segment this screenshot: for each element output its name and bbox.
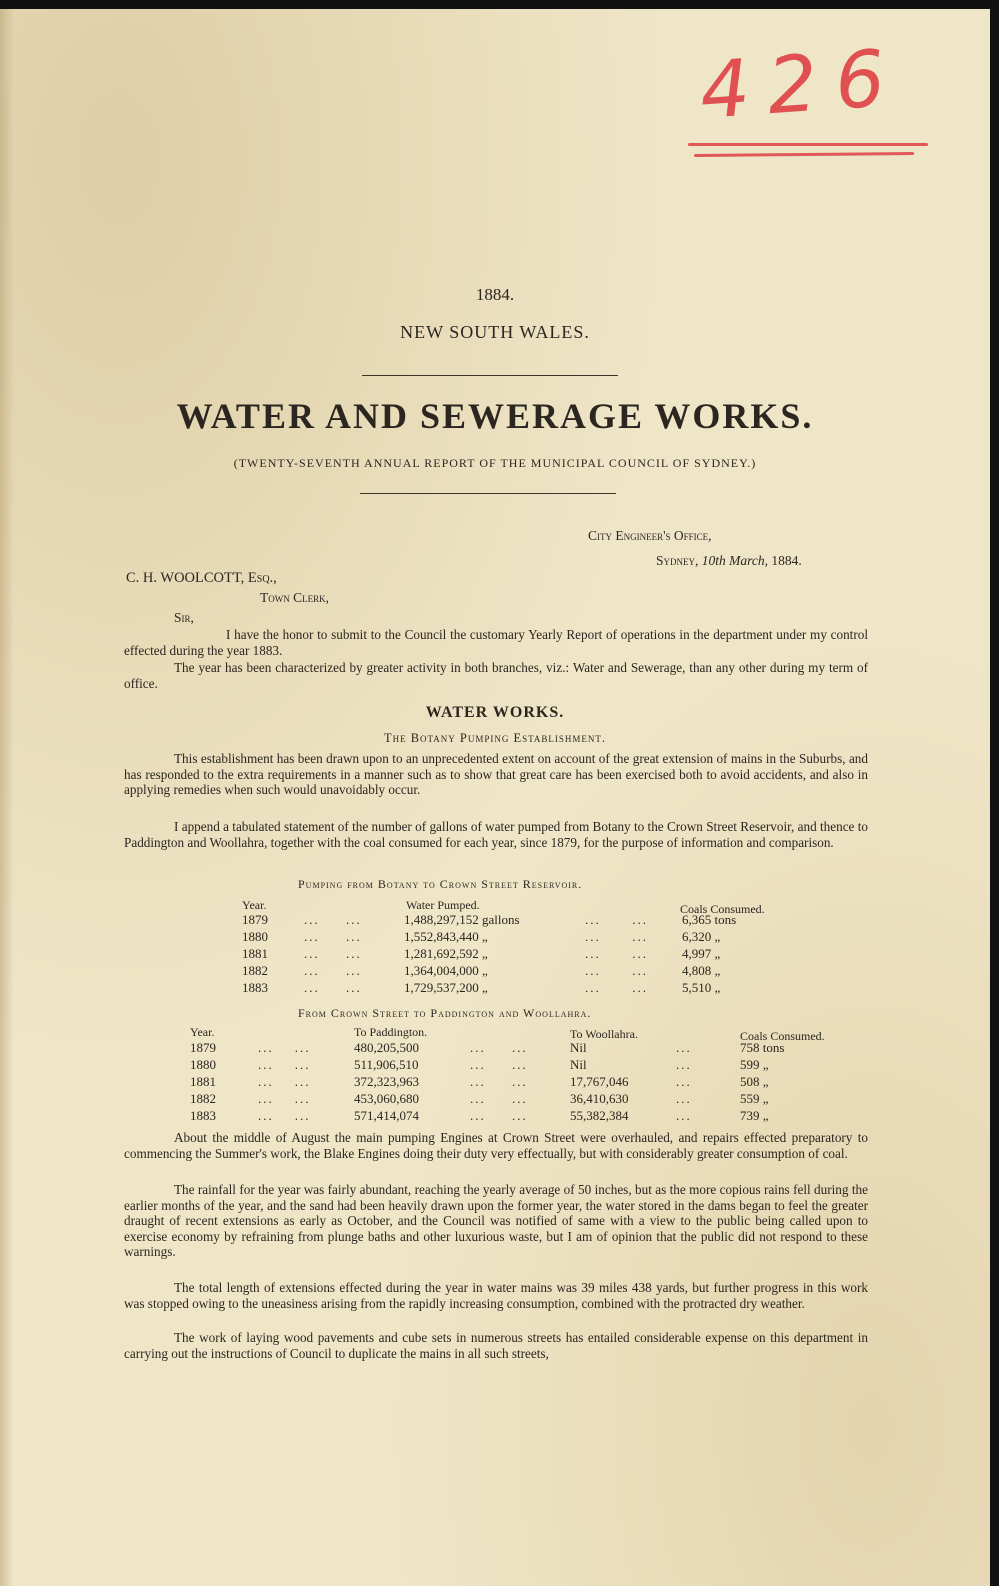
table2-paddington: 511,906,510 (354, 1057, 419, 1072)
water-paragraph-2: I append a tabulated statement of the number of gallons of water pumped from Botany to the Crown Street Reservoir, and thence to Paddington and Woollahra, together with the coal consumed for each year, since 1879, for the purpose of information and comparison. (124, 819, 868, 850)
body-paragraph-4: The work of laying wood pavements and cube sets in numerous streets has entailed considerable expense on this department in carrying out the instructions of Council to duplicate the mains in all such streets, (124, 1330, 868, 1361)
table-row: 1879 ... ... 1,488,297,152 gallons ... ... 6,365 tons (242, 912, 737, 927)
table2-woollahra: Nil (570, 1040, 587, 1055)
table1-water: 1,729,537,200 „ (404, 980, 488, 995)
table2-year: 1883 (190, 1108, 216, 1123)
stamp-underline-2 (694, 152, 914, 157)
section-heading-water-works: WATER WORKS. (425, 704, 565, 721)
table1-header-water: Water Pumped. (406, 898, 480, 912)
table1-coals: 5,510 „ (682, 980, 721, 995)
table2-woollahra: 36,410,630 (570, 1091, 629, 1106)
table1-year: 1880 (242, 929, 268, 944)
table1-header-year: Year. (242, 898, 267, 912)
addressee-name: C. H. WOOLCOTT, (126, 570, 245, 586)
table2-paddington: 571,414,074 (354, 1108, 419, 1123)
table2-header-year: Year. (190, 1025, 215, 1039)
table2-coals: 559 „ (740, 1091, 769, 1106)
table-row: 1883 ... ... 571,414,074 ... ... 55,382,384 ... 739 „ (190, 1108, 769, 1123)
body-paragraph-2: The rainfall for the year was fairly abundant, reaching the yearly average of 50 inches, but as the more copious rains fell during the earlier months of the year, and the sand had been heavily drawn upon the former year, the water stored in the dams began to feel the greater draught of recent extensions as early as October, and the Council was notified of same with a view to the public being called upon to exercise economy by refraining from plunge baths and other luxurious waste, but I am of opinion that the public did not respond to these warnings. (124, 1182, 868, 1259)
date-place: Sydney, (656, 553, 699, 568)
salutation: Sir, (174, 610, 194, 625)
body-paragraph-1: About the middle of August the main pumping Engines at Crown Street were overhauled, and repairs effected preparatory to commencing the Summer's work, the Blake Engines doing their duty very effectually, but with considerably greater consumption of coal. (124, 1130, 868, 1161)
table-row: 1880 ... ... 1,552,843,440 „ ... ... 6,320 „ (242, 929, 721, 944)
table1-coals: 6,320 „ (682, 929, 721, 944)
table1-header-coals: Coals Consumed. (680, 902, 765, 916)
table1-year: 1879 (242, 912, 268, 927)
addressee-line (126, 570, 277, 587)
table-row: 1880 ... ... 511,906,510 ... ... Nil ... 599 „ (190, 1057, 769, 1072)
table2-paddington: 480,205,500 (354, 1040, 419, 1055)
table-row: 1881 ... ... 372,323,963 ... ... 17,767,046 ... 508 „ (190, 1074, 769, 1089)
table-row: 1882 ... ... 453,060,680 ... ... 36,410,630 ... 559 „ (190, 1091, 769, 1106)
date-day: 10th March, (701, 553, 769, 568)
letter-paragraph-2: The year has been characterized by greater activity in both branches, viz.: Water and Sewerage, than any other during my term of office. (124, 660, 868, 691)
table1-coals: 4,808 „ (682, 963, 721, 978)
table-row: 1881 ... ... 1,281,692,592 „ ... ... 4,997 „ (242, 946, 721, 961)
table2-header-woollahra: To Woollahra. (570, 1027, 638, 1041)
office-line: City Engineer's Office, (588, 528, 712, 543)
handwritten-page-number: 426 (697, 33, 906, 137)
table1-year: 1881 (242, 946, 268, 961)
table2-header-paddington: To Paddington. (354, 1025, 428, 1039)
state-heading: NEW SOUTH WALES. (400, 322, 590, 342)
stamp-underline-1 (688, 143, 928, 146)
table2-coals: 739 „ (740, 1108, 769, 1123)
report-year: 1884. (475, 285, 515, 304)
addressee-role: Town Clerk, (260, 590, 329, 605)
table2-year: 1879 (190, 1040, 216, 1055)
table2-paddington: 453,060,680 (354, 1091, 419, 1106)
table2-title: From Crown Street to Paddington and Woollahra. (298, 1006, 592, 1020)
report-title: WATER AND SEWERAGE WORKS. (176, 396, 814, 436)
date-year: 1884. (771, 553, 802, 568)
table-row: 1879 ... ... 480,205,500 ... ... Nil ... 758 tons (190, 1040, 785, 1055)
table1-water: 1,281,692,592 „ (404, 946, 488, 961)
table1-water: 1,552,843,440 „ (404, 929, 488, 944)
table1-water: 1,364,004,000 „ (404, 963, 488, 978)
addressee-title: Esq., (247, 570, 277, 586)
letter-paragraph-1: I have the honor to submit to the Council the customary Yearly Report of operations in the department under my control effected during the year 1883. (124, 627, 868, 658)
table2-year: 1881 (190, 1074, 216, 1089)
table2-header-coals: Coals Consumed. (740, 1029, 825, 1043)
table-row: 1883 ... ... 1,729,537,200 „ ... ... 5,510 „ (242, 980, 721, 995)
scan-edge-right (990, 0, 999, 1586)
table2-paddington: 372,323,963 (354, 1074, 419, 1089)
water-paragraph-1: This establishment has been drawn upon to an unprecedented extent on account of the great extension of mains in the Suburbs, and has responded to the extra requirements in a manner such as to show that great care has been exercised both to avoid accidents, and also in applying remedies when such would unavoidably occur. (124, 751, 868, 797)
divider-bottom (360, 493, 616, 494)
body-paragraph-3: The total length of extensions effected during the year in water mains was 39 miles 438 yards, but further progress in this work was stopped owing to the uneasiness arising from the rapidly increasing consumption, combined with the protracted dry weather. (124, 1280, 868, 1311)
table1-water: 1,488,297,152 gallons (404, 912, 520, 927)
table2-year: 1880 (190, 1057, 216, 1072)
table1-title: Pumping from Botany to Crown Street Reservoir. (298, 877, 583, 891)
table1-year: 1883 (242, 980, 268, 995)
table2-year: 1882 (190, 1091, 216, 1106)
table2-coals: 758 tons (740, 1040, 785, 1055)
table2-woollahra: 55,382,384 (570, 1108, 629, 1123)
date-line (656, 553, 802, 569)
report-subtitle: (TWENTY-SEVENTH ANNUAL REPORT OF THE MUNICIPAL COUNCIL OF SYDNEY.) (233, 456, 757, 470)
table1-year: 1882 (242, 963, 268, 978)
table1-coals: 4,997 „ (682, 946, 721, 961)
table2-coals: 508 „ (740, 1074, 769, 1089)
subsection-heading-botany: The Botany Pumping Establishment. (383, 731, 607, 745)
table2-coals: 599 „ (740, 1057, 769, 1072)
divider-top (362, 375, 618, 376)
table1-coals: 6,365 tons (682, 912, 737, 927)
table2-woollahra: Nil (570, 1057, 587, 1072)
table2-woollahra: 17,767,046 (570, 1074, 629, 1089)
scan-edge-top (0, 0, 999, 9)
table-row: 1882 ... ... 1,364,004,000 „ ... ... 4,808 „ (242, 963, 721, 978)
